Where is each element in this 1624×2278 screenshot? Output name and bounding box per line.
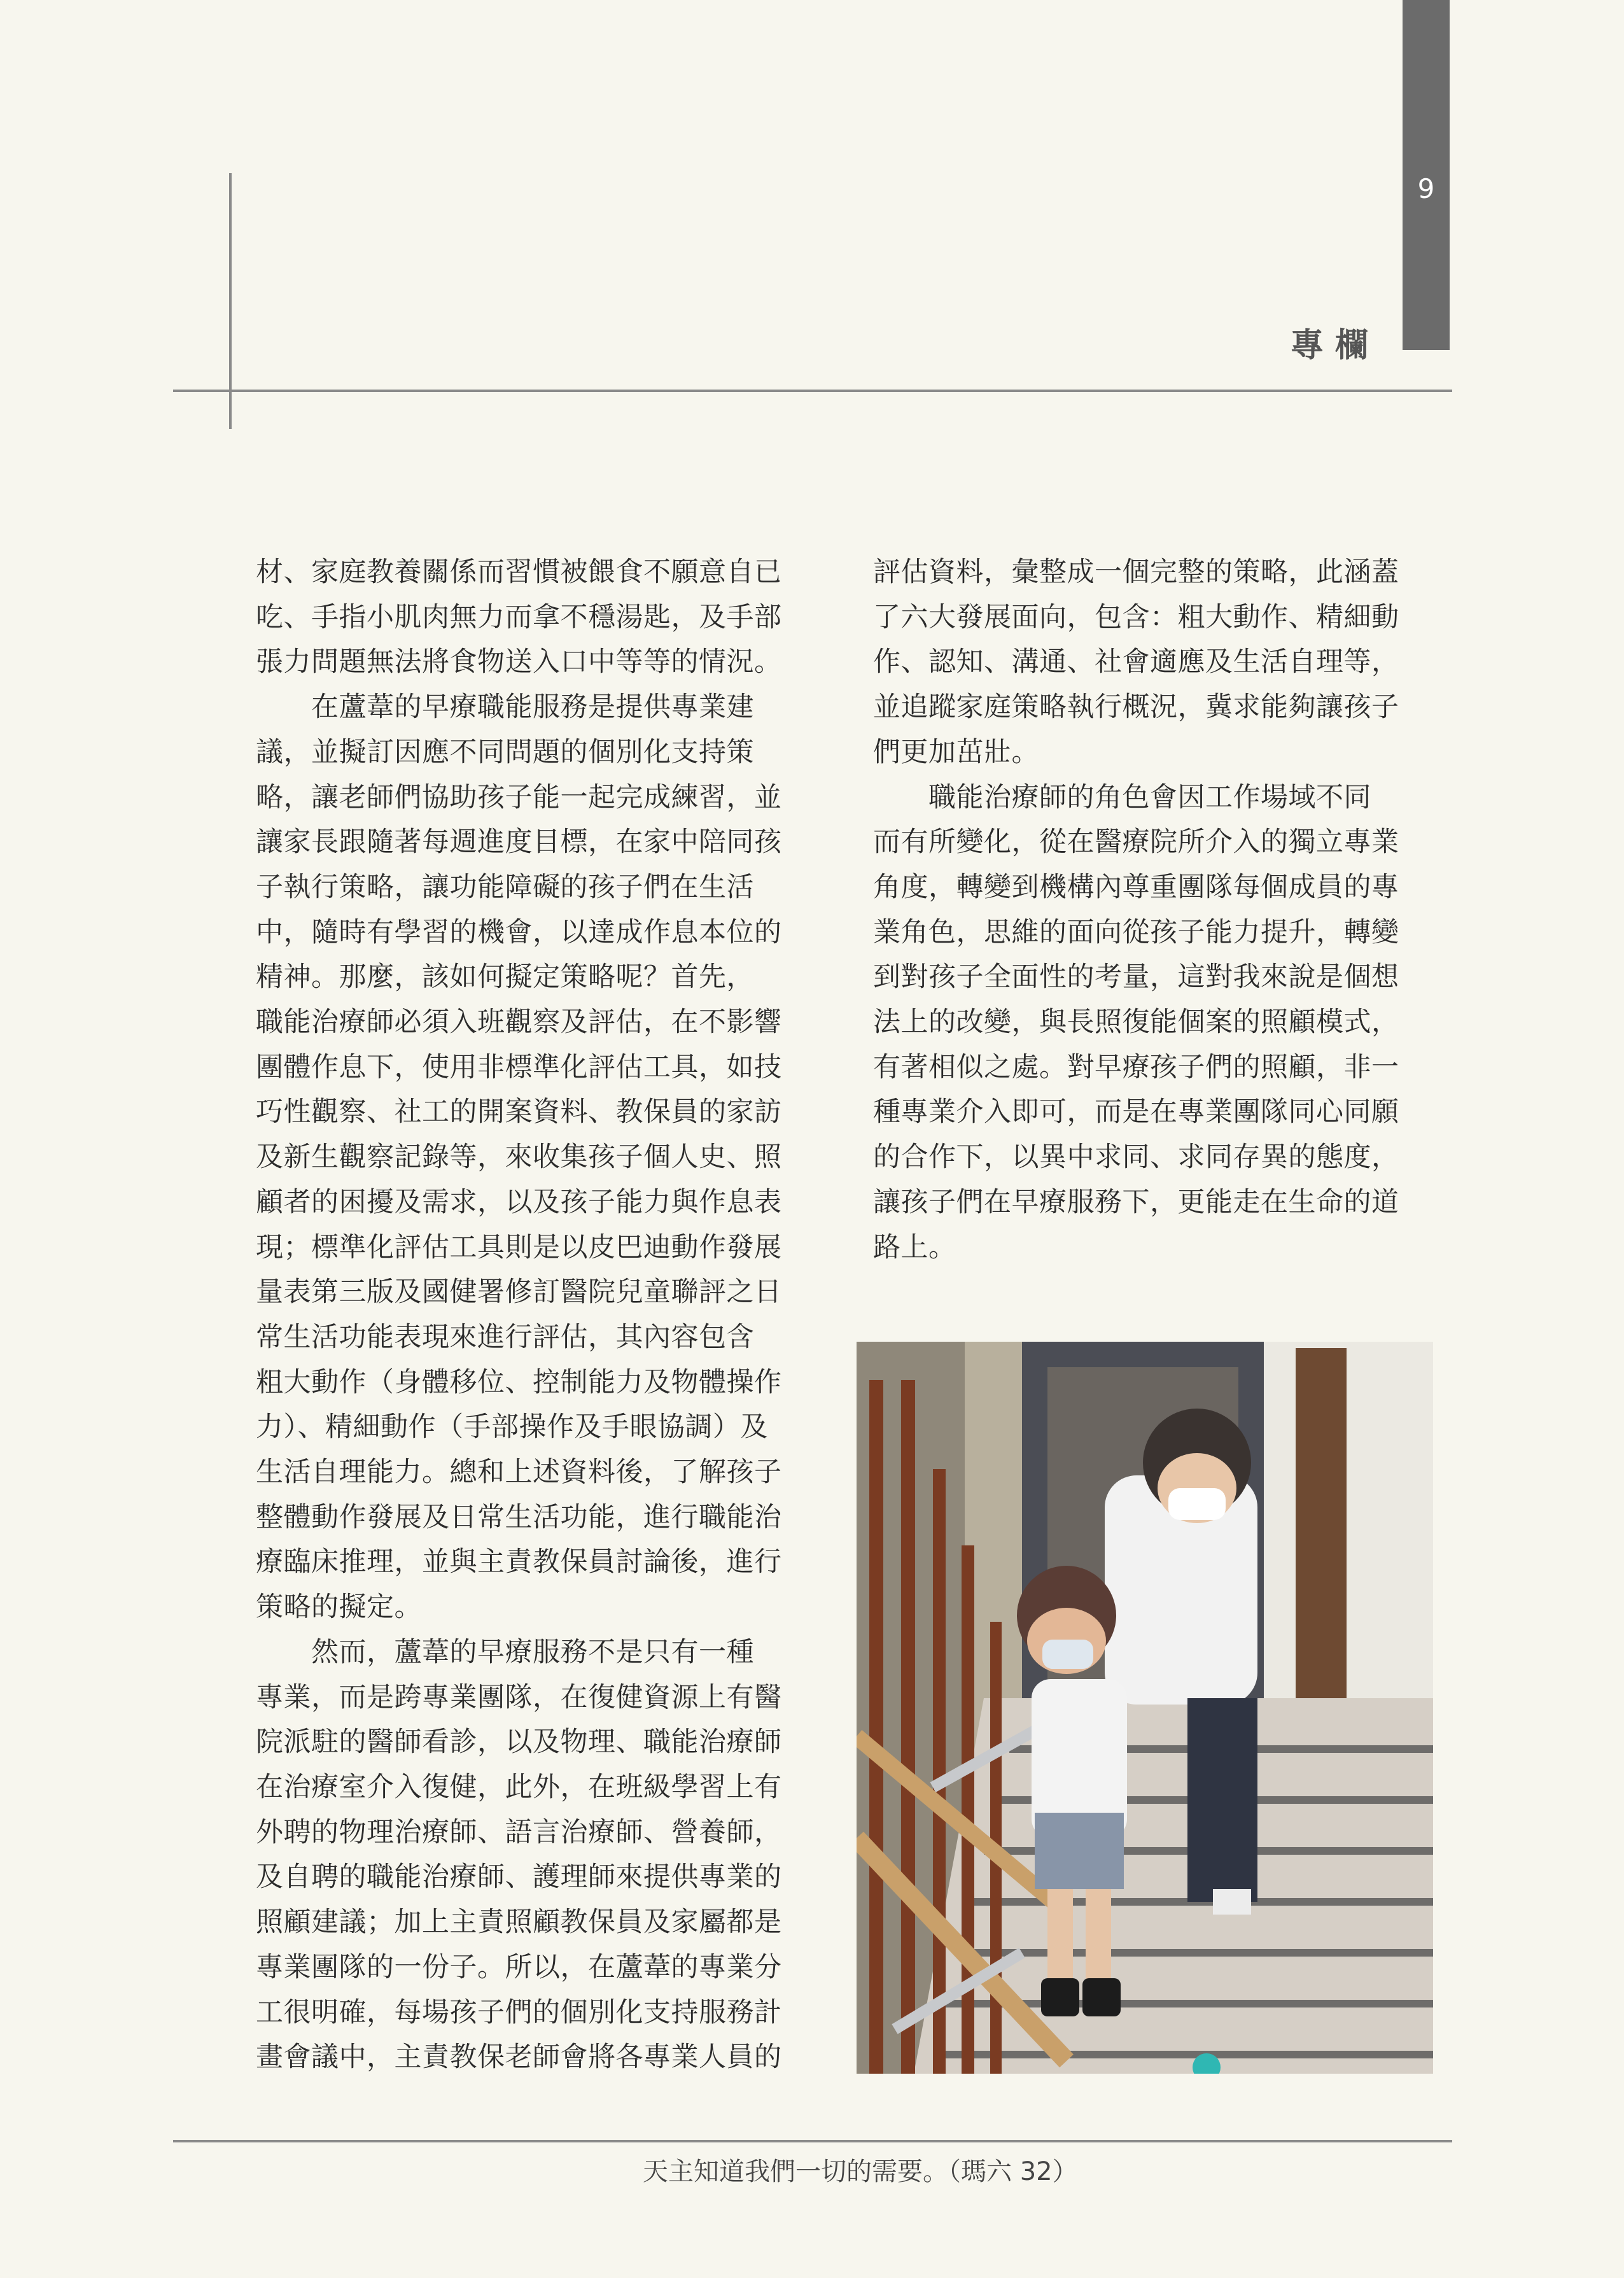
footer-quote: 天主知道我們一切的需要。（瑪六 32） bbox=[643, 2157, 1078, 2186]
text-line: 有著相似之處。對早療孩子們的照顧，非一 bbox=[873, 1051, 1399, 1083]
text-line: 策略的擬定。 bbox=[256, 1591, 422, 1624]
text-line: 整體動作發展及日常生活功能，進行職能治 bbox=[256, 1501, 782, 1533]
text-line: 在蘆葦的早療職能服務是提供專業建 bbox=[256, 691, 754, 724]
text-line: 角度，轉變到機構內尊重團隊每個成員的專 bbox=[873, 871, 1399, 903]
text-line: 專業，而是跨專業團隊，在復健資源上有醫 bbox=[256, 1681, 782, 1713]
text-line: 職能治療師的角色會因工作場域不同 bbox=[873, 781, 1371, 813]
text-line: 生活自理能力。總和上述資料後，了解孩子 bbox=[256, 1456, 782, 1489]
text-line: 常生活功能表現來進行評估，其內容包含 bbox=[256, 1321, 754, 1353]
text-line: 並追蹤家庭策略執行概況，冀求能夠讓孩子 bbox=[873, 691, 1399, 724]
text-line: 量表第三版及國健署修訂醫院兒童聯評之日 bbox=[256, 1276, 782, 1309]
text-line: 業角色，思維的面向從孩子能力提升，轉變 bbox=[873, 916, 1399, 948]
text-line: 職能治療師必須入班觀察及評估，在不影響 bbox=[256, 1006, 782, 1039]
text-line: 們更加茁壯。 bbox=[873, 736, 1039, 768]
text-line: 在治療室介入復健，此外，在班級學習上有 bbox=[256, 1771, 782, 1803]
header-vertical-rule bbox=[229, 173, 232, 429]
text-line: 種專業介入即可，而是在專業團隊同心同願 bbox=[873, 1096, 1399, 1128]
text-line: 團體作息下，使用非標準化評估工具，如技 bbox=[256, 1051, 782, 1083]
stair-assistance-photo bbox=[857, 1342, 1433, 2074]
text-line: 評估資料，彙整成一個完整的策略，此涵蓋 bbox=[873, 556, 1399, 588]
text-line: 精神。那麼，該如何擬定策略呢？首先， bbox=[256, 961, 754, 994]
text-line: 及新生觀察記錄等，來收集孩子個人史、照 bbox=[256, 1141, 782, 1174]
text-line: 讓孩子們在早療服務下，更能走在生命的道 bbox=[873, 1186, 1399, 1218]
text-line: 到對孩子全面性的考量，這對我來說是個想 bbox=[873, 961, 1399, 994]
text-line: 作、認知、溝通、社會適應及生活自理等， bbox=[873, 646, 1399, 678]
left-column bbox=[256, 550, 790, 2080]
text-line: 中，隨時有學習的機會，以達成作息本位的 bbox=[256, 916, 782, 948]
footer-rule bbox=[173, 2140, 1452, 2142]
header-rule bbox=[173, 390, 1452, 392]
text-line: 力）、精細動作（手部操作及手眼協調）及 bbox=[256, 1411, 768, 1444]
text-line: 了六大發展面向，包含：粗大動作、精細動 bbox=[873, 601, 1399, 633]
text-line: 顧者的困擾及需求，以及孩子能力與作息表 bbox=[256, 1186, 782, 1218]
text-line: 材、家庭教養關係而習慣被餵食不願意自已 bbox=[256, 556, 782, 588]
text-line: 現；標準化評估工具則是以皮巴迪動作發展 bbox=[256, 1231, 782, 1263]
text-line: 讓家長跟隨著每週進度目標，在家中陪同孩 bbox=[256, 826, 782, 859]
text-line: 張力問題無法將食物送入口中等等的情況。 bbox=[256, 646, 782, 678]
text-line: 路上。 bbox=[873, 1231, 956, 1263]
text-line: 外聘的物理治療師、語言治療師、營養師， bbox=[256, 1816, 782, 1848]
right-column bbox=[873, 550, 1408, 1270]
text-line: 照顧建議；加上主責照顧教保員及家屬都是 bbox=[256, 1906, 782, 1939]
text-line: 議，並擬訂因應不同問題的個別化支持策 bbox=[256, 736, 754, 768]
text-line: 院派駐的醫師看診，以及物理、職能治療師 bbox=[256, 1726, 782, 1759]
text-line: 然而，蘆葦的早療服務不是只有一種 bbox=[256, 1636, 754, 1668]
text-line: 而有所變化，從在醫療院所介入的獨立專業 bbox=[873, 826, 1399, 859]
text-line: 工很明確，每場孩子們的個別化支持服務計 bbox=[256, 1996, 782, 2028]
text-line: 法上的改變，與長照復能個案的照顧模式， bbox=[873, 1006, 1399, 1039]
text-line: 專業團隊的一份子。所以，在蘆葦的專業分 bbox=[256, 1951, 782, 1983]
text-line: 療臨床推理，並與主責教保員討論後，進行 bbox=[256, 1546, 782, 1578]
text-line: 及自聘的職能治療師、護理師來提供專業的 bbox=[256, 1861, 782, 1894]
section-label: 專欄 bbox=[1291, 327, 1380, 365]
text-line: 巧性觀察、社工的開案資料、教保員的家訪 bbox=[256, 1096, 782, 1128]
text-line: 畫會議中，主責教保老師會將各專業人員的 bbox=[256, 2041, 782, 2074]
text-line: 子執行策略，讓功能障礙的孩子們在生活 bbox=[256, 871, 754, 903]
page-number: 9 bbox=[1417, 173, 1435, 204]
text-line: 的合作下，以異中求同、求同存異的態度， bbox=[873, 1141, 1399, 1174]
text-line: 略，讓老師們協助孩子能一起完成練習，並 bbox=[256, 781, 782, 813]
text-line: 吃、手指小肌肉無力而拿不穩湯匙，及手部 bbox=[256, 601, 782, 633]
text-line: 粗大動作（身體移位、控制能力及物體操作 bbox=[256, 1366, 782, 1398]
